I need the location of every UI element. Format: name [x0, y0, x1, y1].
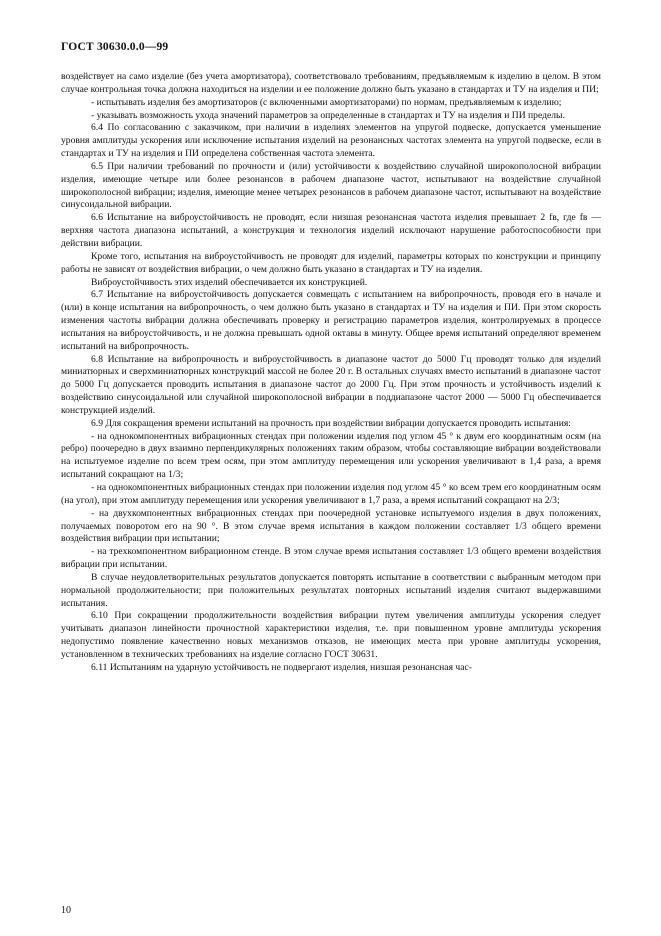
list-item: - на двухкомпонентных вибрационных стендах при поочередной установке испытуемого изделия в двух положениях, получаемых поворотом его на 90 °. В этом случае время испытания в каждом положении составляет 1/3 общего времени воздействия вибрации при испытании;: [61, 507, 601, 545]
list-item: - испытывать изделия без амортизаторов (с включенными амортизаторами) по нормам, предъявляемым к изделию;: [91, 96, 562, 108]
section-6-8: 6.8 Испытание на вибропрочность и виброустойчивость в диапазоне частот до 5000 Гц проводят только для изделий миниатюрных и сверхминиатюрных конструкций массой не более 20 г. В остальных случаях вместо испытаний в диапазоне частот до 5000 Гц допускается проводить испытания в диапазоне частот до 2000 Гц. При этом прочность и устойчивость изделий к воздействию синусоидальной или случайной широкополосной вибрации в поддиапазоне частот 2000 — 5000 Гц обеспечивается конструкцией изделий.: [61, 353, 601, 416]
section-6-10: 6.10 При сокращении продолжительности воздействия вибрации путем увеличения амплитуды ускорения следует учитывать диапазон линейности прочностной характеристики изделия, т.е. при повышенном уровне амплитуды ускорения недопустимо появление качественно новых механизмов отказов, не имеющих места при уровне амплитуды ускорения, установленном в технических требованиях на изделие согласно ГОСТ 30631.: [61, 610, 601, 660]
paragraph: Виброустойчивость этих изделий обеспечивается их конструкцией.: [91, 276, 368, 288]
section-6-7: 6.7 Испытание на виброустойчивость допускается совмещать с испытанием на вибропрочность, проводя его в начале и (или) в конце испытания на вибропрочность, о чем должно быть указано в стандартах и ТУ на изделия и ПИ. При этом скорость изменения частоты вибрации должна обеспечивать проверку и регистрацию параметров изделия, контролируемых в процессе испытания на виброустойчивость, и не должна превышать одной октавы в минуту. Общее время испытаний определяют временем испытаний на вибропрочность.: [61, 289, 601, 352]
list-item: - на однокомпонентных вибрационных стендах при положении изделия под углом 45 ° ко всем трем его координатным осям (на угол), при этом амплитуду перемещения или ускорения увеличивают в 1,7 раза, а время испытаний сокращают на 2/3;: [61, 482, 601, 506]
page-number: 10: [61, 905, 71, 916]
section-6-5: 6.5 При наличии требований по прочности и (или) устойчивости к воздействию случайной широкополосной вибрации изделия, имеющие четыре или более резонансов в рабочем диапазоне частот, испытывают на воздействие случайной широкополосной вибрации; изделия, имеющие менее четырех резонансов в рабочем диапазоне частот, испытывают на воздействие синусоидальной вибрации.: [61, 160, 601, 211]
list-item: - на однокомпонентных вибрационных стендах при положении изделия под углом 45 ° к двум его координатным осям (на ребро) поочередно в двух взаимно перпендикулярных положениях таким образом, чтобы составляющие вибрации воздействовали на испытуемое изделие по всем трем осям, при этом амплитуду перемещения или ускорения увеличивают в 1,4 раза, а время испытаний сокращают на 1/3;: [61, 430, 601, 481]
section-6-4: 6.4 По согласованию с заказчиком, при наличии в изделиях элементов на упругой подвеске, допускается уменьшение уровня амплитуды ускорения или исключение испытания изделий на резонансных частотах элемента на упругой подвеске, если в стандартах и ТУ на изделия и ПИ определена собственная частота элемента.: [61, 122, 601, 160]
paragraph: Кроме того, испытания на виброустойчивость не проводят для изделий, параметры которых по конструкции и принципу работы не зависят от воздействия вибрации, о чем должно быть указано в стандартах и ТУ на изделия.: [61, 250, 601, 275]
list-item: - указывать возможность ухода значений параметров за определенные в стандартах и ТУ на изделия и ПИ пределы.: [91, 109, 565, 121]
section-6-11: 6.11 Испытаниям на ударную устойчивость не подвергают изделия, низшая резонансная час-: [91, 661, 472, 673]
section-6-6: 6.6 Испытание на виброустойчивость не проводят, если низшая резонансная частота изделия превышает 2 fв, где fв — верхняя частота диапазона испытаний, а конструкция и технология изделий исключают нарушение работоспособности при действии вибрации.: [61, 212, 601, 249]
section-6-9: 6.9 Для сокращения времени испытаний на прочность при воздействии вибрации допускается проводить испытания:: [91, 417, 571, 429]
paragraph: воздействует на само изделие (без учета амортизатора), соответствовало требованиям, предъявляемым к изделию в целом. В этом случае контрольная точка должна находиться на изделии и ее положение должно быть указано в стандартах и ТУ на изделия и ПИ;: [61, 71, 601, 95]
paragraph: В случае неудовлетворительных результатов допускается повторять испытание в соответствии с выбранным методом при нормальной продолжительности; при положительных результатах повторных испытаний изделия считают выдержавшими испытания.: [61, 571, 601, 609]
document-header: ГОСТ 30630.0.0—99: [61, 41, 169, 53]
document-body: [61, 71, 601, 675]
list-item: - на трехкомпонентном вибрационном стенде. В этом случае время испытания составляет 1/3 общего времени воздействия вибрации при испытании.: [61, 546, 601, 571]
